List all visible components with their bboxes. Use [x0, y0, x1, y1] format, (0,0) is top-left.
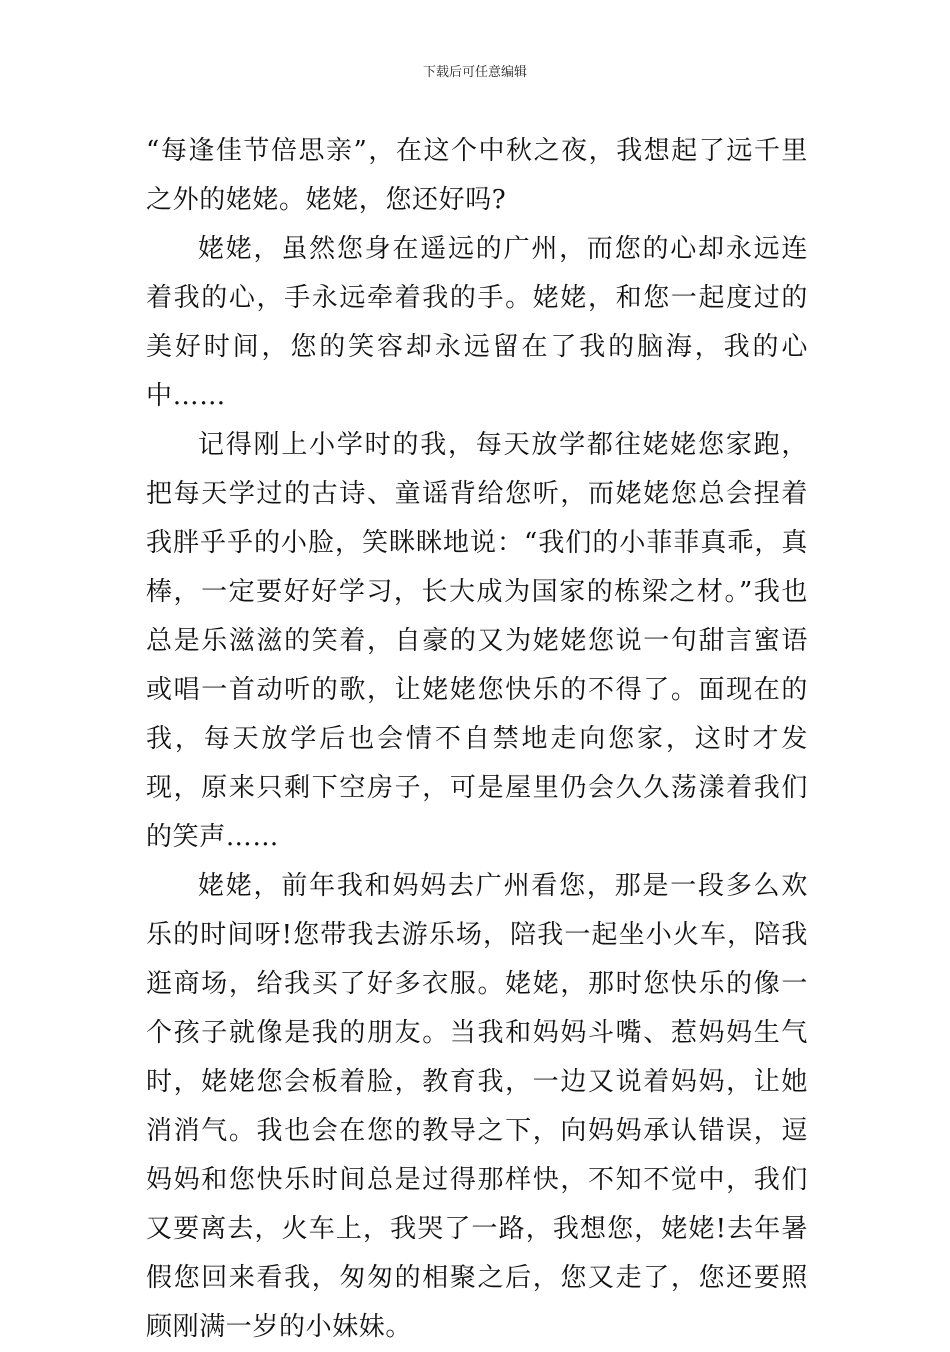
paragraph-2: 姥姥，虽然您身在遥远的广州，而您的心却永远连着我的心，手永远牵着我的手。姥姥，和您一起度过的美好时间，您的笑容却永远留在了我的脑海，我的心中……	[146, 234, 808, 411]
paragraph-3: 记得刚上小学时的我，每天放学都往姥姥您家跑，把每天学过的古诗、童谣背给您听，而姥姥您总会捏着我胖乎乎的小脸，笑眯眯地说：“我们的小菲菲真乖，真棒，一定要好好学习，长大成为国家的栋梁之材。”我也总是乐滋滋的笑着，自豪的又为姥姥您说一句甜言蜜语或唱一首动听的歌，让姥姥您快乐的不得了。面现在的我，每天放学后也会情不自禁地走向您家，这时才发现，原来只剩下空房子，可是屋里仍会久久荡漾着我们的笑声……	[146, 430, 808, 852]
page-header: 下载后可任意编辑	[422, 65, 527, 80]
paragraph-4: 姥姥，前年我和妈妈去广州看您，那是一段多么欢乐的时间呀!您带我去游乐场，陪我一起坐小火车，陪我逛商场，给我买了好多衣服。姥姥，那时您快乐的像一个孩子就像是我的朋友。当我和妈妈斗嘴、惹妈妈生气时，姥姥您会板着脸，教育我，一边又说着妈妈，让她消消气。我也会在您的教导之下，向妈妈承认错误，逗妈妈和您快乐时间总是过得那样快，不知不觉中，我们又要离去，火车上，我哭了一路，我想您，姥姥!去年暑假您回来看我，匆匆的相聚之后，您又走了，您还要照顾刚满一岁的小妹妹。	[146, 871, 808, 1342]
paragraph-1: “每逢佳节倍思亲”，在这个中秋之夜，我想起了远千里之外的姥姥。姥姥，您还好吗?	[146, 136, 808, 215]
document-body	[146, 127, 808, 1352]
